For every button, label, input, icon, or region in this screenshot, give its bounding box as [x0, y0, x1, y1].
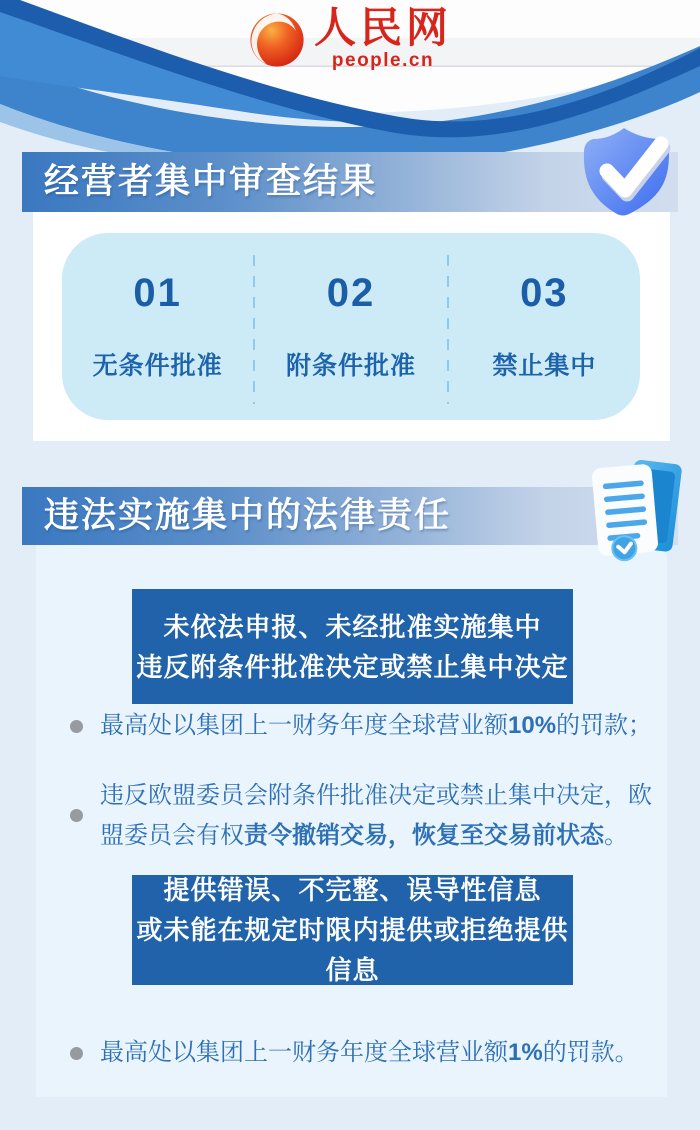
penalty-bullet-2	[100, 776, 666, 856]
bullet-dot	[70, 809, 83, 822]
result-number: 03	[520, 271, 569, 315]
logo-chinese-text: 人民网	[313, 6, 452, 52]
section2-title: 违法实施集中的法律责任	[44, 496, 452, 535]
logo-text	[314, 6, 452, 72]
result-item-3	[449, 233, 640, 420]
bullet-dot	[70, 720, 83, 733]
violation-box-1-line2: 违反附条件批准决定或禁止集中决定	[136, 651, 569, 682]
penalty-bullet-3	[100, 1033, 666, 1073]
result-label: 禁止集中	[492, 352, 597, 380]
bullet-dot	[70, 1047, 83, 1060]
section1-title: 经营者集中审查结果	[44, 162, 378, 201]
section2-header	[22, 487, 678, 545]
result-item-1	[62, 233, 253, 420]
people-cn-logo[interactable]	[0, 6, 700, 72]
violation-box-2-line2: 或未能在规定时限内提供或拒绝提供信息	[136, 915, 569, 985]
review-results-panel	[62, 233, 640, 420]
violation-box-1	[132, 589, 573, 704]
result-number: 01	[133, 271, 182, 315]
violation-box-1-line1: 未依法申报、未经批准实施集中	[163, 611, 542, 642]
section1-card	[33, 212, 670, 441]
result-label: 附条件批准	[285, 352, 416, 380]
result-number: 02	[326, 271, 376, 315]
section2-card	[36, 545, 667, 1097]
violation-box-2-line1: 提供错误、不完整、误导性信息	[163, 875, 542, 905]
result-label: 无条件批准	[92, 352, 223, 380]
penalty-bullet-3-text: 最高处以集团上一财务年度全球营业额1%的罚款。	[100, 1039, 639, 1066]
document-check-icon	[583, 458, 687, 564]
penalty-bullet-1-text: 最高处以集团上一财务年度全球营业额10%的罚款；	[100, 712, 653, 739]
result-item-2	[255, 233, 446, 420]
shield-check-icon	[577, 124, 677, 220]
penalty-bullet-1	[100, 706, 666, 746]
violation-box-2	[132, 875, 573, 985]
penalty-bullet-2-text: 违反欧盟委员会附条件批准决定或禁止集中决定，欧盟委员会有权责令撤销交易，恢复至交易前状态。	[100, 782, 652, 849]
people-cn-logo-icon	[248, 10, 306, 68]
logo-domain-text: people.cn	[331, 50, 435, 71]
